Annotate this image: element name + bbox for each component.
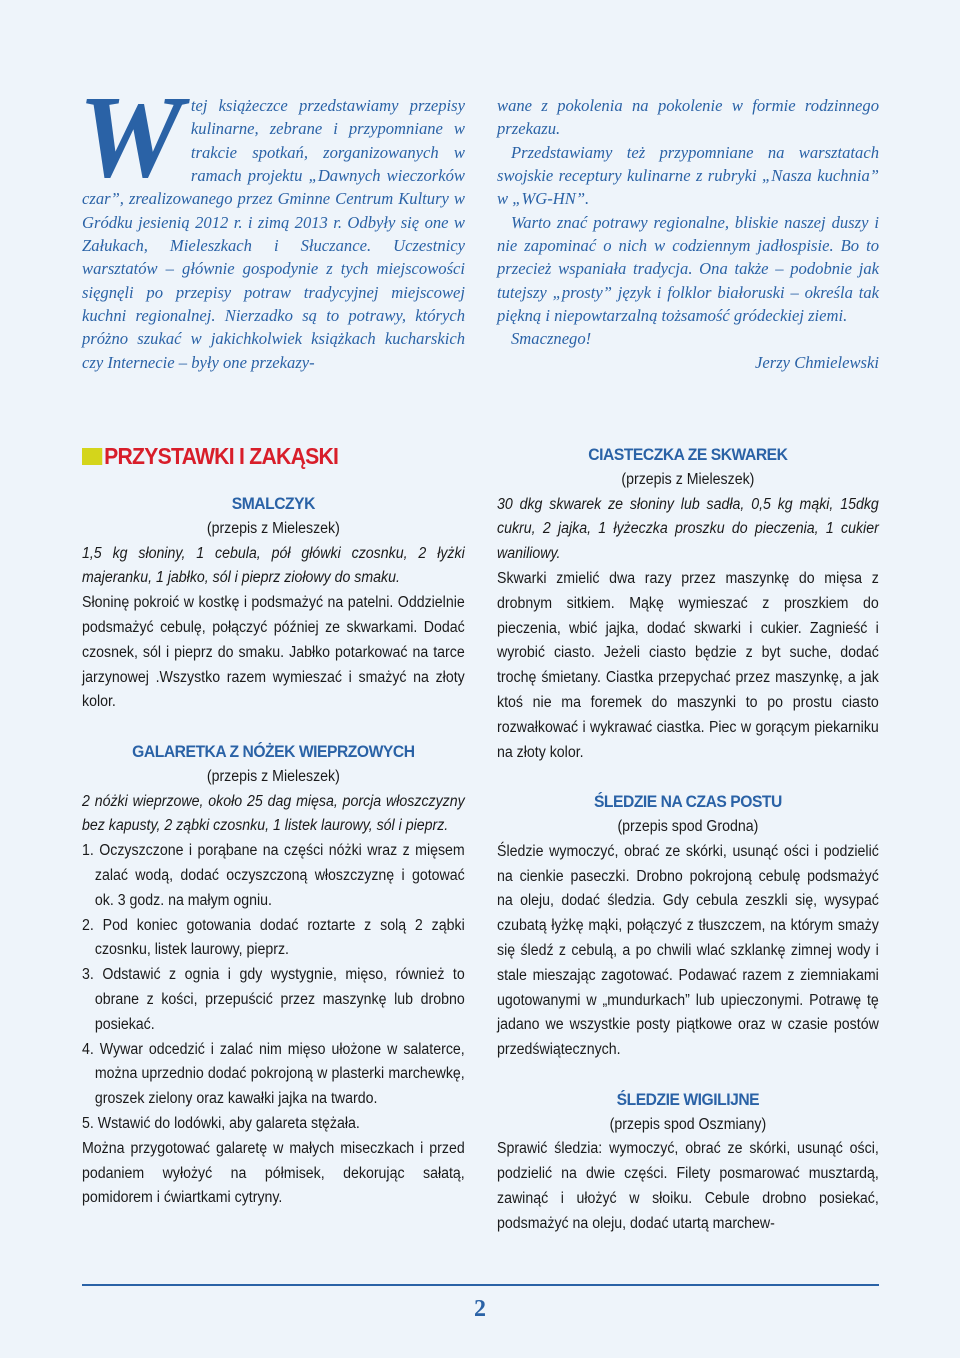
recipe-source: (przepis spod Oszmiany) xyxy=(609,1115,767,1133)
intro-paragraph: Przedstawiamy też przypomniane na warsztatach swojskie receptury kulinarne z rubryki „Nasza kuchnia” w „WG-HN”. xyxy=(497,142,879,209)
recipe-step: 5. Wstawić do lodówki, aby galareta stężała. xyxy=(82,1114,360,1132)
recipe-method: Sprawić śledzia: wymoczyć, obrać ze skórki, usunąć ości, podzielić na dwie części. Filety posmarować musztardą, zawinąć i ułożyć w słoiku. Cebule drobno posiekać, podsmażyć na oleju, dodać utartą marchew- xyxy=(497,1140,879,1232)
intro-paragraph-continued: wane z pokolenia na pokolenie w formie rodzinnego przekazu. xyxy=(497,96,879,139)
page-number: 2 xyxy=(474,1296,486,1322)
recipes-right-column xyxy=(497,443,879,1237)
intro-closing: Smacznego! xyxy=(511,329,592,349)
recipe-note: Można przygotować galaretę w małych miseczkach i przed podaniem wyłożyć na półmisek, dekorując sałatą, pomidorem i ćwiartkami cytryny. xyxy=(82,1139,465,1207)
intro-right-column xyxy=(497,94,879,374)
recipe-ingredients: 30 dkg skwarek ze słoniny lub sadła, 0,5 kg mąki, 15dkg cukru, 2 jajka, 1 łyżeczka proszku do pieczenia, 1 cukier waniliowy. xyxy=(497,495,879,563)
recipe-ingredients: 1,5 kg słoniny, 1 cebula, pół główki czosnku, 2 łyżki majeranku, 1 jabłko, sól i pieprz ziołowy do smaku. xyxy=(82,544,465,587)
footer-rule xyxy=(82,1284,879,1286)
section-title: PRZYSTAWKI I ZAKĄSKI xyxy=(104,442,339,469)
recipe-title-ciasteczka: CIASTECZKA ZE SKWAREK xyxy=(588,445,788,464)
section-marker-square xyxy=(82,448,102,465)
intro-left-column xyxy=(78,71,465,374)
recipe-ingredients: 2 nóżki wieprzowe, około 25 dag mięsa, porcja włoszczyzny bez kapusty, 2 ząbki czosnku, 1 listek laurowy, sól i pieprz. xyxy=(82,792,465,835)
intro-paragraph: Warto znać potrawy regionalne, bliskie naszej duszy i nie zapominać o nich w codziennym jadłospisie. Bo to przecież wspaniała tradycja. Ona także – podobnie jak tutejszy „prosty” język i folklor białoruski – określa tak piękną i niepowtarzalną tożsamość gródeckiej ziemi. xyxy=(497,212,879,326)
recipe-method: Słoninę pokroić w kostkę i podsmażyć na patelni. Oddzielnie podsmażyć cebulę, połączyć później ze skwarkami. Dodać czosnek, sól i pieprz do smaku. Jabłko potarkować na tarce jarzynowej .Wszystko razem wymieszać i smażyć na złoty kolor. xyxy=(82,594,465,711)
section-header xyxy=(82,443,465,469)
recipe-title-smalczyk: SMALCZYK xyxy=(231,494,315,513)
recipe-source: (przepis z Mieleszek) xyxy=(206,767,340,785)
recipe-step: 2. Pod koniec gotowania dodać roztarte z solą 2 ząbki czosnku, listek laurowy, pieprz. xyxy=(82,916,465,959)
recipe-title-galaretka: GALARETKA Z NÓŻEK WIEPRZOWYCH xyxy=(132,741,415,761)
recipe-method: Śledzie wymoczyć, obrać ze skórki, usunąć ości i podzielić na cienkie paseczki. Drobno pokrojoną cebulę podsmażyć na oleju, dodać śledzia. Gdy cebula zeszkli się, wysypać czubatą łyżkę mąki, połączyć z tłuszczem, na którym smaży się śledź z cebulą, a po chwili wlać szklankę zimnej wody i stale mieszając zagotować. Podawać razem z ziemniakami ugotowanymi w „mundurkach” lub upieczonymi. Potrawę tę jadano we wszystkie posty piątkowe oraz w czasie postów przedświątecznych. xyxy=(497,842,879,1059)
recipe-step: 1. Oczyszczone i porąbane na części nóżki wraz z mięsem zalać wodą, dodać oczyszczoną włoszczyznę i gotować ok. 3 godz. na małym ogniu. xyxy=(82,842,465,909)
recipe-method: Skwarki zmielić dwa razy przez maszynkę do mięsa z drobnym sitkiem. Mąkę wymieszać z proszkiem do pieczenia, wbić jajka, dodać skwarki i cukier. Zagnieść i wyrobić ciasto. Jeżeli ciasto będzie z byt suche, dodać trochę śmietany. Ciastka przepychać przez maszynkę, a jak ktoś nie ma foremek do maszynki to po prostu ciasto rozwałkować i wykrawać ciastka. Piec w gorącym piekarniku na złoty kolor. xyxy=(497,569,879,761)
recipe-source: (przepis spod Grodna) xyxy=(617,817,759,835)
intro-paragraph: tej książeczce przedstawiamy przepisy kulinarne, zebrane i przypomniane w trakcie spotkań, zorganizowanych w ramach projektu „Dawnych wieczorków czar”, zrealizowanego przez Gminne Centrum Kultury w Gródku jesienią 2012 r. i zimą 2013 r. Odbyły się one w Załukach, Mieleszkach i Słuczance. Uczestnicy warsztatów – głównie gospodynie z tych miejscowości sięgnęli po przepisy potraw tradycyjnej miejscowej kuchni regionalnej. Nierzadko są to potrawy, których próżno szukać w jakichkolwiek książkach kucharskich czy Internecie – były one przekazy- xyxy=(82,96,465,372)
recipe-step: 3. Odstawić z ognia i gdy wystygnie, mięso, również to obrane z kości, przepuścić przez maszynkę lub drobno posiekać. xyxy=(82,966,465,1033)
recipe-step: 4. Wywar odcedzić i zalać nim mięso ułożone w salaterce, można uprzednio dodać pokrojoną w plasterki marchewkę, groszek zielony oraz kawałki jajka na twardo. xyxy=(82,1040,465,1108)
recipe-title-sledzie-wigilijne: ŚLEDZIE WIGILIJNE xyxy=(616,1089,760,1109)
recipes-left-column xyxy=(82,443,465,1211)
recipe-source: (przepis z Mieleszek) xyxy=(621,470,755,488)
recipe-title-sledzie-post: ŚLEDZIE NA CZAS POSTU xyxy=(593,792,782,812)
intro-signature: Jerzy Chmielewski xyxy=(755,352,879,372)
drop-cap: W xyxy=(78,71,183,202)
recipe-source: (przepis z Mieleszek) xyxy=(206,519,340,537)
